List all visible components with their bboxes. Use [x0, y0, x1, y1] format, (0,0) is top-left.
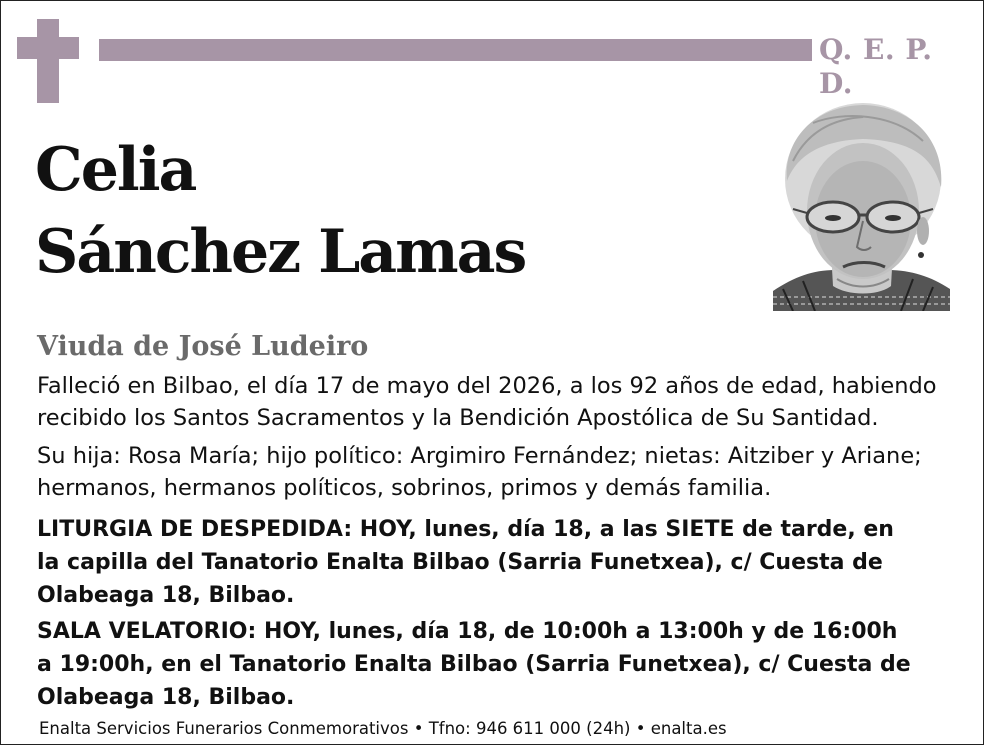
- deceased-name: [35, 129, 525, 293]
- last-name: Sánchez Lamas: [35, 217, 526, 287]
- liturgy-block: [37, 513, 917, 612]
- family-paragraph: Su hija: Rosa María; hijo político: Argimiro Fernández; nietas: Aitziber y Ariane; hermanos, hermanos políticos, sobrinos, primos y demás familia.: [37, 443, 922, 501]
- cross-icon: [37, 19, 59, 103]
- wake-line: Olabeaga 18, Bilbao.: [37, 685, 295, 710]
- qepd-label: Q. E. P. D.: [819, 33, 933, 100]
- wake-line: SALA VELATORIO: HOY, lunes, día 18, de 10:00h a 13:00h y de 16:00h: [37, 619, 898, 644]
- portrait-photo-icon: [773, 101, 950, 311]
- liturgy-line: la capilla del Tanatorio Enalta Bilbao (Sarria Funetxea), c/ Cuesta de: [37, 550, 883, 575]
- wake-line: a 19:00h, en el Tanatorio Enalta Bilbao (Sarria Funetxea), c/ Cuesta de: [37, 652, 911, 677]
- notice-body: [37, 371, 955, 511]
- widow-of-label: Viuda de José Ludeiro: [37, 331, 369, 362]
- first-name: Celia: [35, 135, 196, 205]
- death-paragraph: Falleció en Bilbao, el día 17 de mayo del 2026, a los 92 años de edad, habiendo recibido los Santos Sacramentos y la Bendición Apostólica de Su Santidad.: [37, 373, 937, 431]
- portrait-photo: [773, 101, 950, 311]
- funeral-home-footer: Enalta Servicios Funerarios Conmemorativos • Tfno: 946 611 000 (24h) • enalta.es: [39, 719, 727, 738]
- liturgy-line: Olabeaga 18, Bilbao.: [37, 583, 295, 608]
- header-rule: [99, 39, 812, 61]
- liturgy-line: LITURGIA DE DESPEDIDA: HOY, lunes, día 18, a las SIETE de tarde, en: [37, 517, 894, 542]
- wake-block: [37, 615, 917, 714]
- cross-icon-bar: [17, 37, 79, 59]
